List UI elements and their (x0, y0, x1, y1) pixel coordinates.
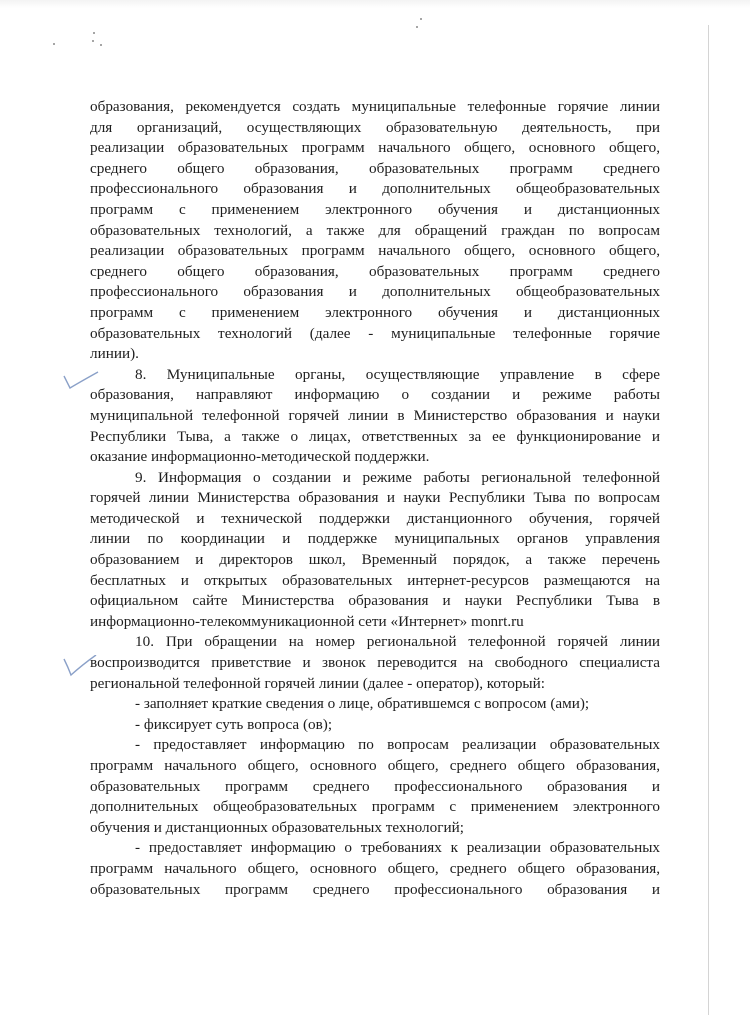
document-body (90, 97, 660, 900)
document-line: 10. При обращении на номер региональной телефонной горячей линии (135, 633, 660, 651)
document-line: реализации образовательных программ начального общего, основного общего, (90, 242, 660, 260)
document-line: образования, направляют информацию о создании и режиме работы (90, 386, 660, 404)
document-line: - предоставляет информацию о требованиях к реализации образовательных (135, 839, 660, 857)
document-line: программ начального общего, основного общего, среднего общего образования, (90, 859, 660, 877)
document-line: образовательных технологий (далее - муниципальные телефонные горячие (90, 324, 660, 342)
document-line: региональной телефонной горячей линии (далее - оператор), который: (90, 674, 545, 692)
document-line: официальном сайте Министерства образования и науки Республики Тыва в (90, 592, 660, 610)
document-line: образованием и директоров школ, Временный порядок, а также перечень (90, 551, 660, 569)
document-line: среднего общего образования, образовательных программ среднего (90, 159, 660, 177)
scan-speck (416, 26, 418, 28)
document-line: 8. Муниципальные органы, осуществляющие управление в сфере (135, 365, 660, 383)
document-line: 9. Информация о создании и режиме работы региональной телефонной (135, 468, 660, 486)
document-line: - предоставляет информацию по вопросам реализации образовательных (135, 736, 660, 754)
document-line: образовательных технологий, а также для обращений граждан по вопросам (90, 221, 660, 239)
scan-top-edge (0, 0, 750, 8)
scan-speck (420, 18, 422, 20)
document-line: методической и технической поддержки дистанционного обучения, горячей (90, 509, 660, 527)
document-line: линии). (90, 345, 139, 363)
document-line: образовательных программ среднего профессионального образования и (90, 777, 660, 795)
document-line: для организаций, осуществляющих образовательную деятельность, при (90, 118, 660, 136)
document-line: Республики Тыва, а также о лицах, ответственных за ее функционирование и (90, 427, 660, 445)
document-line: образовательных программ среднего профессионального образования и (90, 880, 660, 898)
document-line: - заполняет краткие сведения о лице, обратившемся с вопросом (ами); (135, 695, 590, 713)
document-line: профессионального образования и дополнительных общеобразовательных (90, 180, 660, 198)
document-line: - фиксирует суть вопроса (ов); (135, 715, 333, 733)
scan-speck (53, 43, 55, 45)
document-line: воспроизводится приветствие и звонок переводится на свободного специалиста (90, 654, 660, 672)
document-line: дополнительных общеобразовательных программ с применением электронного (90, 798, 660, 816)
document-line: реализации образовательных программ начального общего, основного общего, (90, 139, 660, 157)
document-line: оказание информационно-методической поддержки. (90, 448, 430, 466)
document-line: среднего общего образования, образовательных программ среднего (90, 262, 660, 280)
document-line: программ с применением электронного обучения и дистанционных (90, 303, 660, 321)
document-line: горячей линии Министерства образования и науки Республики Тыва по вопросам (90, 489, 660, 507)
document-line: обучения и дистанционных образовательных технологий; (90, 818, 464, 836)
document-line: программ начального общего, основного общего, среднего общего образования, (90, 757, 660, 774)
document-line: линии по координации и поддержке муниципальных органов управления (90, 530, 660, 548)
document-line: бесплатных и открытых образовательных интернет-ресурсов размещаются на (90, 571, 660, 589)
scan-speck (100, 44, 102, 46)
scan-speck (92, 40, 94, 42)
document-line: муниципальной телефонной горячей линии в Министерство образования и науки (90, 406, 660, 424)
scan-fold-line (708, 25, 709, 1015)
document-line: программ с применением электронного обучения и дистанционных (90, 200, 660, 218)
document-line: информационно-телекоммуникационной сети «Интернет» monrt.ru (90, 612, 524, 630)
document-line: профессионального образования и дополнительных общеобразовательных (90, 283, 660, 301)
document-line: образования, рекомендуется создать муниципальные телефонные горячие линии (90, 98, 660, 115)
scan-speck (93, 32, 95, 34)
